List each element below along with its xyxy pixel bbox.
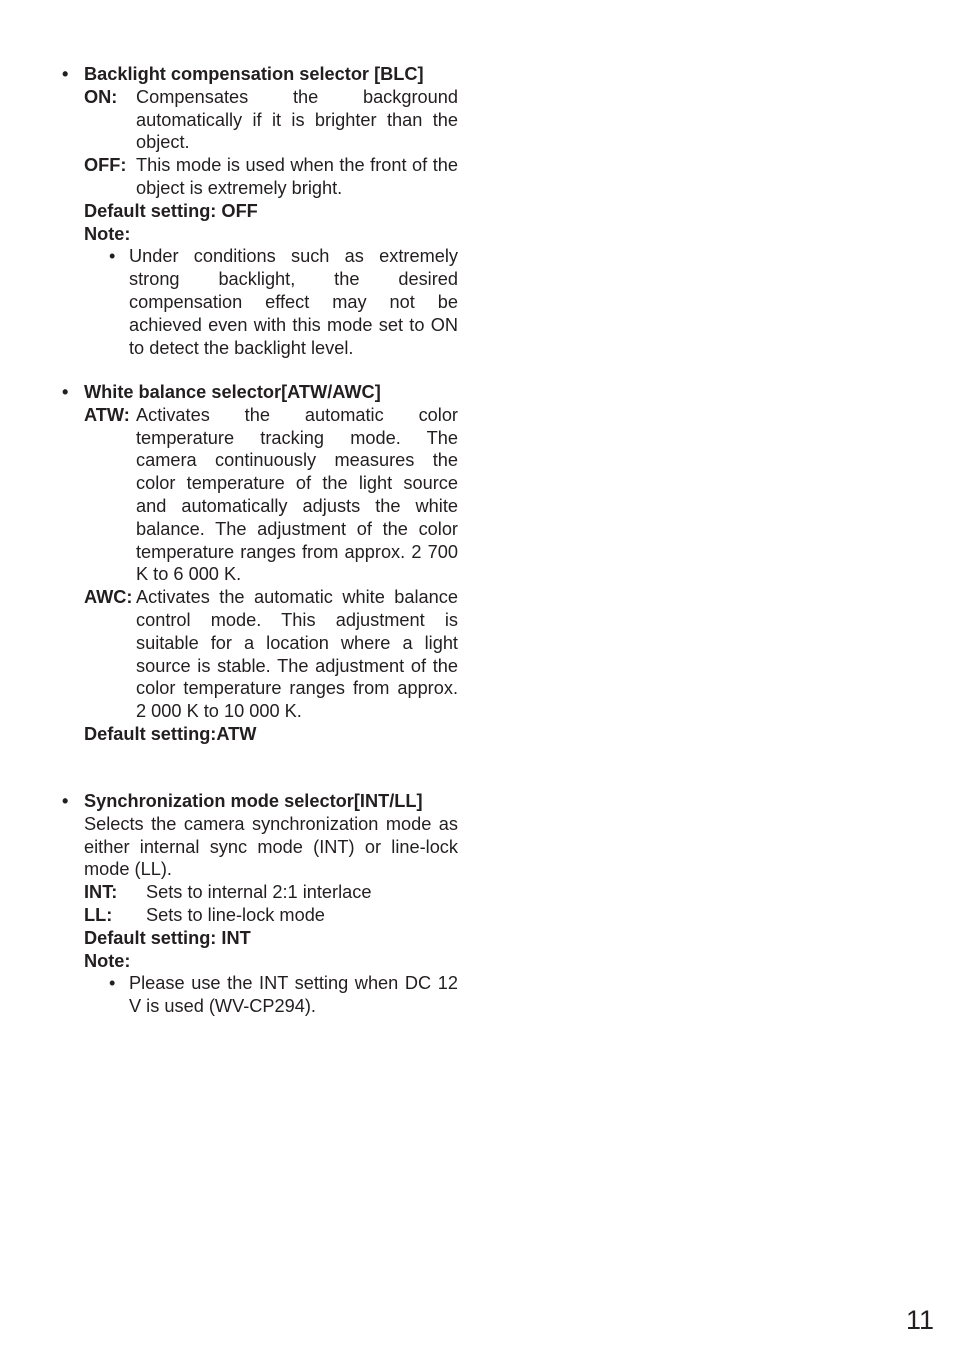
bullet: • [62, 791, 69, 811]
sync-ll-item [84, 904, 458, 927]
bullet: • [62, 382, 69, 402]
blc-note-item [109, 245, 458, 359]
blc-section [62, 63, 458, 359]
blc-heading [62, 63, 458, 86]
page-number: 11 [906, 1305, 935, 1335]
blc-on-label: ON: [84, 86, 118, 107]
wb-atw-item [84, 404, 458, 586]
sync-heading-text: Synchronization mode selector[INT/LL] [84, 791, 423, 811]
wb-awc-item [84, 586, 458, 723]
sync-default-setting: Default setting: INT [84, 927, 251, 948]
blc-on-text: Compensates the background automatically if it is brighter than the object. [136, 86, 458, 153]
blc-on-item [84, 86, 458, 154]
sync-note-label: Note: [84, 950, 131, 971]
blc-default-setting: Default setting: OFF [84, 200, 258, 221]
blc-heading-text: Backlight compensation selector [BLC] [84, 64, 424, 84]
sync-note-text: Please use the INT setting when DC 12 V is used (WV-CP294). [129, 973, 458, 1017]
blc-note-text: Under conditions such as extremely strong backlight, the desired compensation effect may not be achieved even with this mode set to ON to detect the backlight level. [129, 246, 458, 358]
sync-ll-text: Sets to line-lock mode [146, 904, 325, 925]
sync-note-item [109, 972, 458, 1018]
wb-awc-text: Activates the automatic white balance control mode. This adjustment is suitable for a location where a light source is stable. The adjustment of the color temperature ranges from approx. 2 000 K to 10 000 K. [136, 587, 458, 722]
sync-heading [62, 790, 458, 813]
wb-default-setting: Default setting:ATW [84, 723, 257, 744]
blc-off-text: This mode is used when the front of the object is extremely bright. [136, 155, 458, 198]
wb-atw-text: Activates the automatic color temperature tracking mode. The camera continuously measures the color temperature of the light source and automatically adjusts the white balance. The adjustment of the color temperature ranges from approx. 2 700 K to 6 000 K. [136, 404, 458, 585]
sync-int-item [84, 881, 458, 904]
wb-heading-text: White balance selector[ATW/AWC] [84, 382, 381, 402]
wb-heading [62, 381, 458, 404]
note-bullet: • [109, 246, 116, 267]
sync-int-text: Sets to internal 2:1 interlace [146, 882, 372, 903]
wb-awc-label: AWC: [84, 587, 133, 608]
blc-off-label: OFF: [84, 155, 127, 176]
wb-section [62, 381, 458, 746]
sync-int-label: INT: [84, 882, 118, 903]
bullet: • [62, 64, 69, 84]
sync-section [62, 790, 458, 1018]
blc-note-label: Note: [84, 223, 131, 244]
sync-ll-label: LL: [84, 904, 113, 925]
blc-off-item [84, 154, 458, 200]
note-bullet: • [109, 973, 116, 994]
wb-atw-label: ATW: [84, 404, 130, 425]
sync-description: Selects the camera synchronization mode as either internal sync mode (INT) or line-lock mode (LL). [84, 813, 458, 880]
